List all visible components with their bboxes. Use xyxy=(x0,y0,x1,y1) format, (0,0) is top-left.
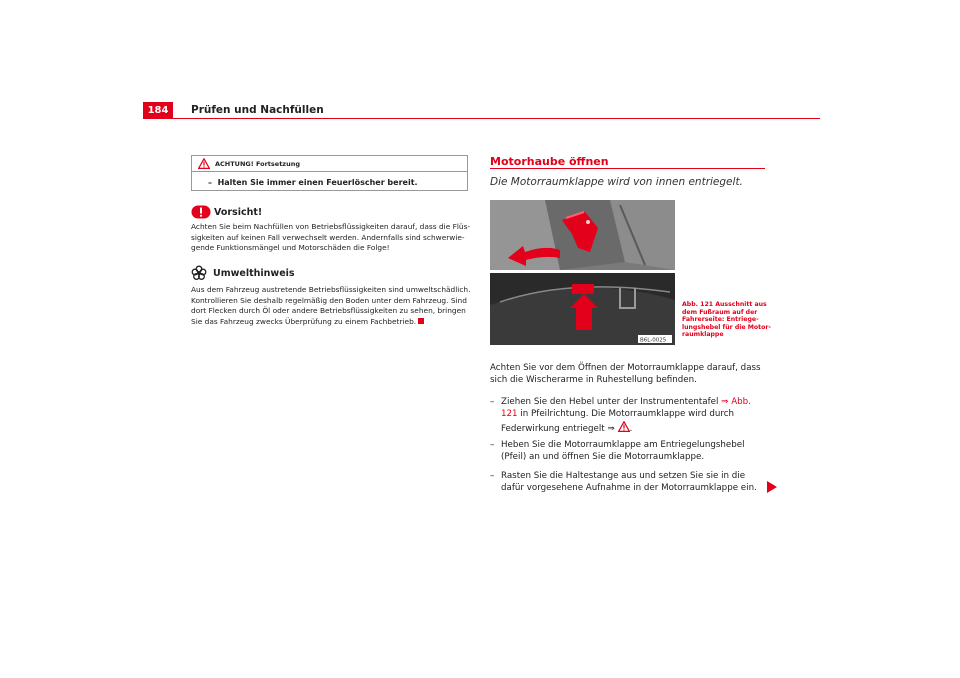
figure-illustration xyxy=(490,200,675,345)
dash: – xyxy=(490,397,495,407)
dash: – xyxy=(490,440,495,450)
caution-title: Vorsicht! xyxy=(214,206,263,218)
warning-triangle-icon xyxy=(198,158,210,169)
caution-text: Achten Sie beim Nachfüllen von Betriebsflüssigkeiten darauf, dass die Flüs-sigkeiten auf keinen Fall verwechselt werden. Andernfalls sind schwerwie-gende Funktionsmängel und Motorschäden die Folge! xyxy=(191,222,471,253)
step-2 xyxy=(490,439,770,464)
end-marker xyxy=(418,318,424,324)
warning-box-title: ACHTUNG! Fortsetzung xyxy=(215,159,300,168)
warning-box-header xyxy=(192,156,467,172)
step1-text-a: Ziehen Sie den Hebel unter der Instrumententafel xyxy=(501,397,719,407)
section-rule xyxy=(490,168,765,169)
dash: – xyxy=(490,471,495,481)
section-subtitle: Die Motorraumklappe wird von innen entriegelt. xyxy=(490,176,743,188)
step-1: – Ziehen Sie den Hebel unter der Instrumententafel ⇒ Abb. 121 in Pfeilrichtung. Die Motorraumklappe wird durch Federwirkung entriegelt ⇒ . xyxy=(490,397,751,434)
warning-box-item xyxy=(192,172,467,187)
caution-heading xyxy=(191,205,262,219)
caution-exclamation-icon xyxy=(191,205,211,219)
intro-paragraph: Achten Sie vor dem Öffnen der Motorraumklappe darauf, dass sich die Wischerarme in Ruhestellung befinden. xyxy=(490,363,761,386)
header-rule xyxy=(143,118,820,119)
warning-box xyxy=(191,155,468,191)
step2-text: Heben Sie die Motorraumklappe am Entriegelungshebel (Pfeil) an und öffnen Sie die Motorraumklappe. xyxy=(501,440,745,463)
section-title: Motorhaube öffnen xyxy=(490,155,609,168)
environment-text: Aus dem Fahrzeug austretende Betriebsflüssigkeiten sind umweltschädlich. Kontrollieren Sie deshalb regelmäßig den Boden unter dem Fahrzeug. Sind dort Flecken durch Öl oder andere Betriebsflüssigkeiten zu sehen, bringen Sie das Fahrzeug zwecks Überprüfung zu einem Fachbetrieb. xyxy=(191,285,471,326)
warning-triangle-icon[interactable] xyxy=(618,421,630,432)
page-number: 184 xyxy=(143,102,173,119)
dash: – xyxy=(208,178,212,187)
figure-hood-release xyxy=(490,200,675,345)
figure-code: B6L-0025 xyxy=(640,337,667,344)
step-3 xyxy=(490,470,770,495)
environment-body xyxy=(191,285,471,327)
flower-icon xyxy=(191,265,207,281)
environment-title: Umwelthinweis xyxy=(213,267,295,279)
environment-heading xyxy=(191,265,295,281)
warning-item-text: Halten Sie immer einen Feuerlöscher bereit. xyxy=(217,178,418,187)
step1-text-b: in Pfeilrichtung. Die Motorraumklappe wird durch Federwirkung entriegelt ⇒ xyxy=(501,409,735,434)
step3-text: Rasten Sie die Haltestange aus und setzen Sie sie in die dafür vorgesehene Aufnahme in der Motorraumklappe ein. xyxy=(501,471,757,494)
figure-caption: Abb. 121 Ausschnitt aus dem Fußraum auf der Fahrerseite: Entriege-lungshebel für die Motor-raumklappe xyxy=(682,301,771,339)
next-page-arrow-icon[interactable] xyxy=(767,481,777,493)
page-header-title: Prüfen und Nachfüllen xyxy=(191,104,324,116)
figure-reference-link[interactable]: ⇒ Abb. 121 xyxy=(501,397,751,420)
